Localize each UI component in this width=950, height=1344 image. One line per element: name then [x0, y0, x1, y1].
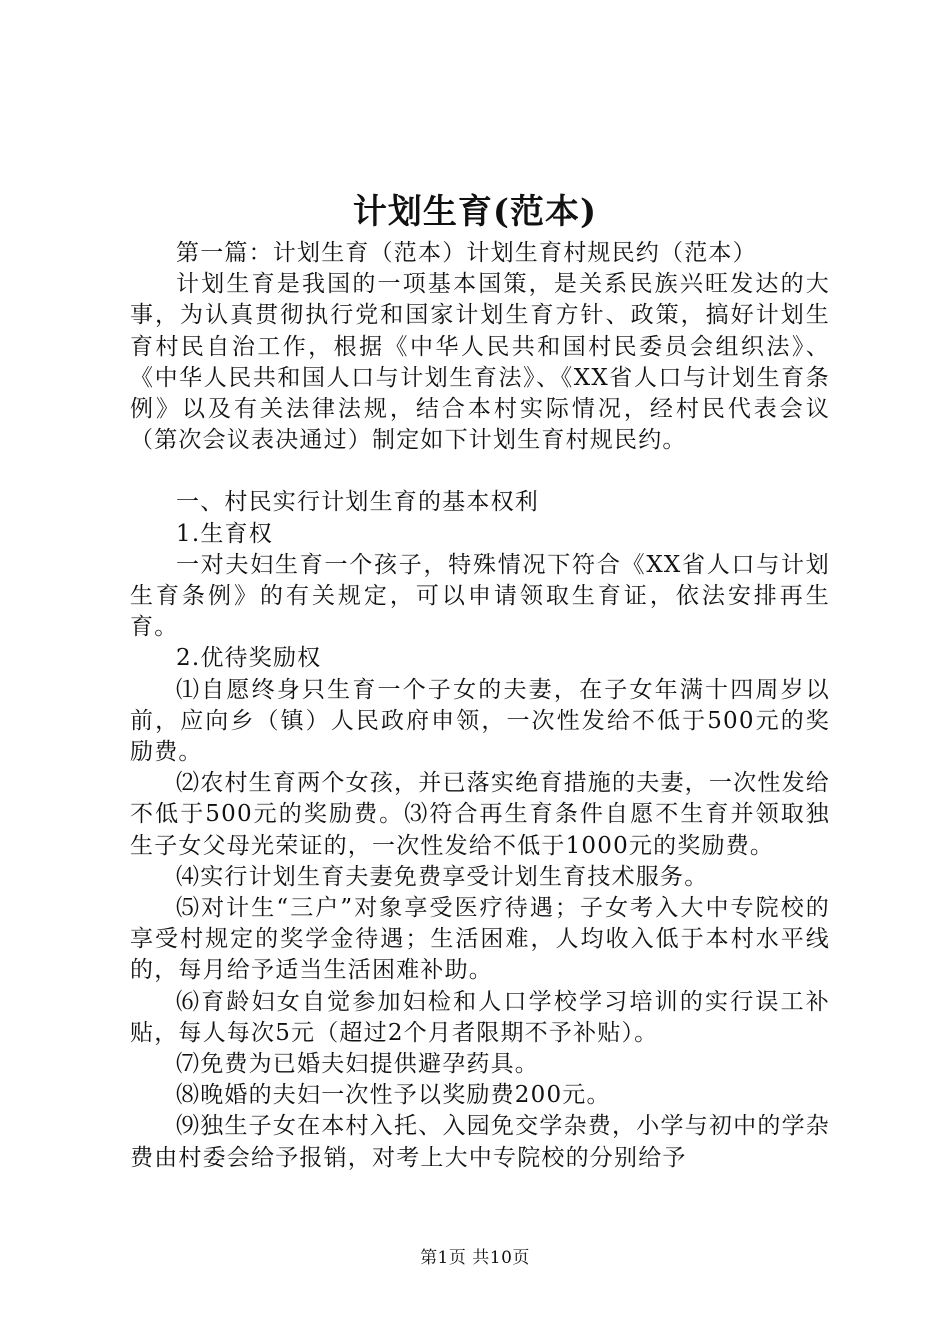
list-item: ⑺免费为已婚夫妇提供避孕药具。	[176, 1051, 539, 1078]
paragraph-intro: 计划生育是我国的一项基本国策，是关系民族兴旺发达的大事，为认真贯彻执行党和国家计划生育方针、政策，搞好计划生育村民自治工作，根据《中华人民共和国村民委员会组织法》、《中华人民共和国人口与计划生育法》、《XX省人口与计划生育条例》以及有关法律法规，结合本村实际情况，经村民代表会议（第次会议表决通过）制定如下计划生育村规民约。	[130, 271, 830, 454]
document-title: 计划生育(范本)	[352, 192, 598, 232]
paragraph-heading: 第一篇：计划生育（范本）计划生育村规民约（范本）	[176, 240, 757, 266]
list-item: ⑵农村生育两个女孩，并已落实绝育措施的夫妻，一次性发给不低于500元的奖励费。⑶符合再生育条件自愿不生育并领取独生子女父母光荣证的，一次性发给不低于1000元的奖励费。	[130, 770, 830, 859]
subsection-heading: 2.优待奖励权	[176, 645, 322, 672]
list-item: ⑴自愿终身只生育一个子女的夫妻，在子女年满十四周岁以前，应向乡（镇）人民政府申领，一次性发给不低于500元的奖励费。	[130, 676, 830, 766]
page-number: 第1页 共10页	[420, 1248, 530, 1268]
list-item: ⑹育龄妇女自觉参加妇检和人口学校学习培训的实行误工补贴，每人每次5元（超过2个月者限期不予补贴）。	[130, 988, 830, 1046]
subsection-heading: 1.生育权	[176, 520, 273, 547]
list-item: ⑷实行计划生育夫妻免费享受计划生育技术服务。	[176, 863, 709, 890]
list-item: ⑸对计生“三户”对象享受医疗待遇；子女考入大中专院校的享受村规定的奖学金待遇；生活困难，人均收入低于本村水平线的，每月给予适当生活困难补助。	[130, 895, 830, 984]
paragraph: 一对夫妇生育一个孩子，特殊情况下符合《XX省人口与计划生育条例》的有关规定，可以申请领取生育证，依法安排再生育。	[130, 551, 830, 641]
list-item: ⑻晚婚的夫妇一次性予以奖励费200元。	[176, 1082, 611, 1109]
section-heading: 一、村民实行计划生育的基本权利	[176, 489, 539, 516]
document-body	[130, 238, 830, 1174]
list-item: ⑼独生子女在本村入托、入园免交学杂费，小学与初中的学杂费由村委会给予报销，对考上大中专院校的分别给予	[130, 1113, 830, 1171]
